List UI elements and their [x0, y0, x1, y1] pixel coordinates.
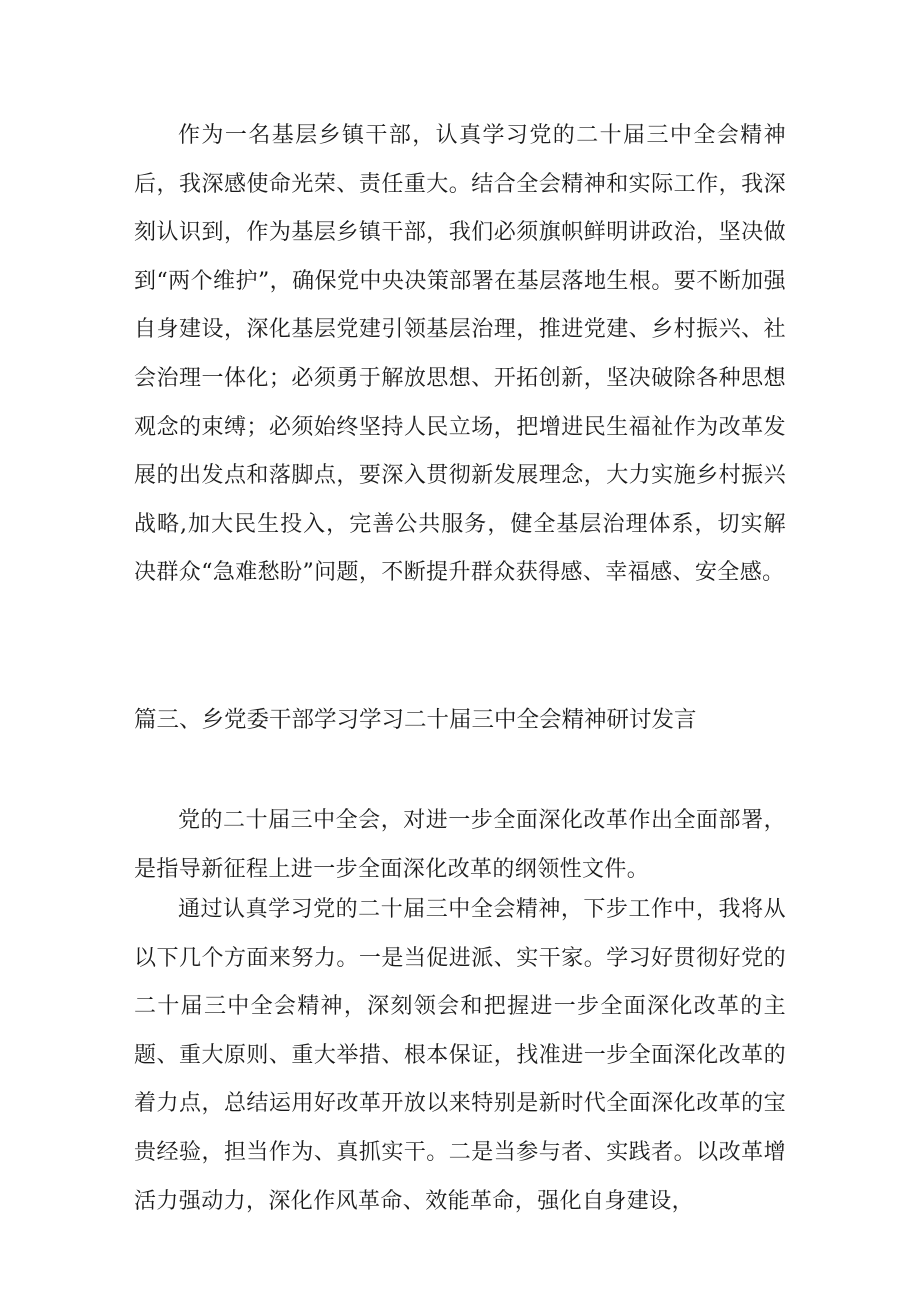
body-paragraph-1: 作为一名基层乡镇干部，认真学习党的二十届三中全会精神后，我深感使命光荣、责任重大。结合全会精神和实际工作，我深刻认识到，作为基层乡镇干部，我们必须旗帜鲜明讲政治，坚决做到“两个维护”，确保党中央决策部署在基层落地生根。要不断加强自身建设，深化基层党建引领基层治理，推进党建、乡村振兴、社会治理一体化；必须勇于解放思想、开拓创新，坚决破除各种思想观念的束缚；必须始终坚持人民立场，把增进民生福祉作为改革发展的出发点和落脚点，要深入贯彻新发展理念，大力实施乡村振兴战略,加大民生投入，完善公共服务，健全基层治理体系，切实解决群众“急难愁盼”问题，不断提升群众获得感、幸福感、安全感。	[134, 123, 786, 586]
section-heading: 篇三、乡党委干部学习学习二十届三中全会精神研讨发言	[134, 707, 697, 733]
body-paragraph-2: 党的二十届三中全会，对进一步全面深化改革作出全面部署，是指导新征程上进一步全面深化改革的纲领性文件。	[134, 808, 786, 882]
body-paragraph-3: 通过认真学习党的二十届三中全会精神，下步工作中，我将从以下几个方面来努力。一是当促进派、实干家。学习好贯彻好党的二十届三中全会精神，深刻领会和把握进一步全面深化改革的主题、重大原则、重大举措、根本保证，找准进一步全面深化改革的着力点，总结运用好改革开放以来特别是新时代全面深化改革的宝贵经验，担当作为、真抓实干。二是当参与者、实践者。以改革增活力强动力，深化作风革命、效能革命，强化自身建设，	[134, 897, 786, 1214]
